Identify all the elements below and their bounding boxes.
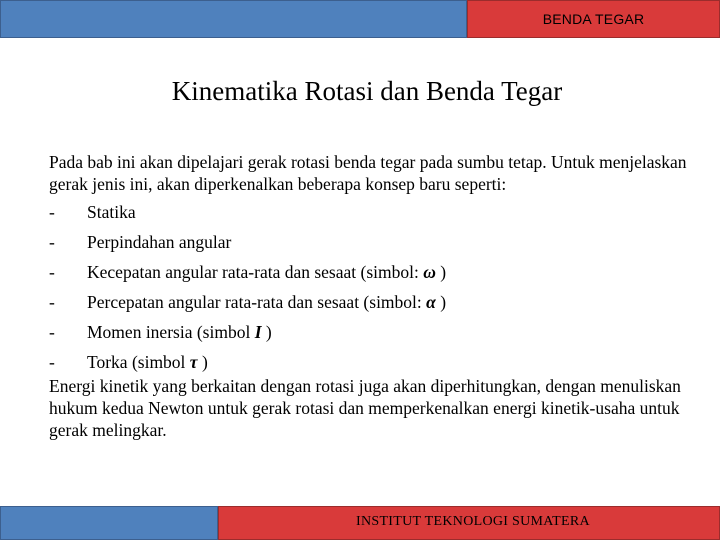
list-item-text: Statika xyxy=(87,202,136,222)
header-label: BENDA TEGAR xyxy=(542,11,645,27)
intro-paragraph: Pada bab ini akan dipelajari gerak rotasi benda tegar pada sumbu tetap. Untuk menjelaskan gerak jenis ini, akan diperkenalkan beberapa konsep baru seperti: xyxy=(49,152,687,194)
omega-symbol: ω xyxy=(423,262,436,282)
list-item-text: Percepatan angular rata-rata dan sesaat (simbol: α ) xyxy=(87,292,447,312)
bullet-dash: - xyxy=(49,232,55,252)
alpha-symbol: α xyxy=(426,292,436,312)
list-item xyxy=(49,351,689,375)
bullet-dash: - xyxy=(49,292,55,312)
footer-bar-blue xyxy=(0,506,218,540)
slide-title: Kinematika Rotasi dan Benda Tegar xyxy=(171,76,563,106)
list-item-text: Perpindahan angular xyxy=(87,232,232,252)
bullet-dash: - xyxy=(49,262,55,282)
footer-label: INSTITUT TEKNOLOGI SUMATERA xyxy=(356,514,590,529)
list-item xyxy=(49,321,689,351)
tau-symbol: τ xyxy=(189,352,198,372)
list-item xyxy=(49,201,689,231)
slide-content xyxy=(49,151,689,441)
bullet-dash: - xyxy=(49,352,55,372)
list-item xyxy=(49,291,689,321)
bullet-dash: - xyxy=(49,202,55,222)
bullet-dash: - xyxy=(49,322,55,342)
list-item-text: Torka (simbol τ ) xyxy=(87,352,208,372)
header-bar-red xyxy=(467,0,720,38)
list-item-text: Kecepatan angular rata-rata dan sesaat (simbol: ω ) xyxy=(87,262,447,282)
list-item xyxy=(49,261,689,291)
header-bar-blue xyxy=(0,0,467,38)
inertia-symbol: I xyxy=(254,322,262,342)
closing-paragraph: Energi kinetik yang berkaitan dengan rotasi juga akan diperhitungkan, dengan menuliskan hukum kedua Newton untuk gerak rotasi dan memperkenalkan energi kinetik-usaha untuk gerak melingkar. xyxy=(49,376,681,440)
list-item-text: Momen inersia (simbol I ) xyxy=(87,322,272,342)
list-item xyxy=(49,231,689,261)
